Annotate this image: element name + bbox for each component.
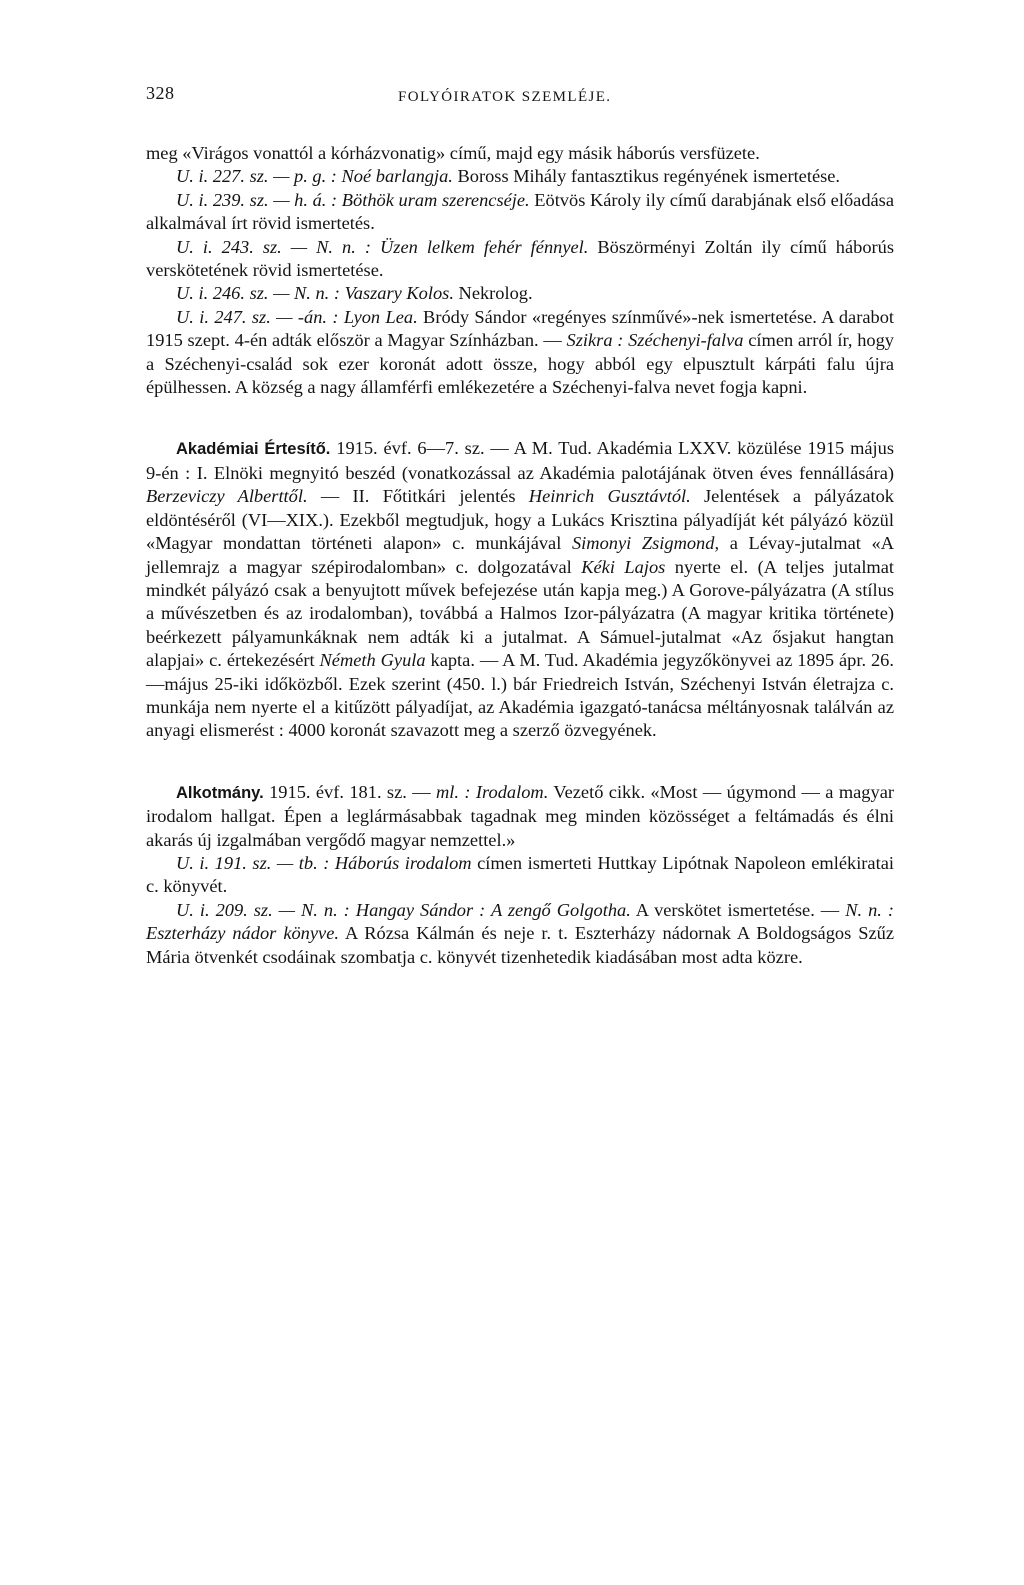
reference: U. i. 246. sz. — N. n. : Vaszary Kolos.: [176, 283, 454, 304]
section-alkotmany: [146, 781, 894, 969]
paragraph: U. i. 209. sz. — N. n. : Hangay Sándor : A zengő Golgotha. A verskötet ismertetése. — N. n. : Eszterházy nádor könyve. A Rózsa Kálmán és neje r. t. Eszterházy nádornak A Boldogságos Szűz Mária ötvenkét csodáinak szombatja c. könyvét tizenhetedik kiadásában most adta közre.: [146, 899, 894, 967]
paragraph: U. i. 247. sz. — -án. : Lyon Lea. Bródy Sándor «regényes színművé»-nek ismertetése. A darabot 1915 szept. 4-én adták először a Magyar Színházban. — Szikra : Széchenyi-falva címen arról ír, hogy a Széchenyi-család sok ezer koronát adott össze, hogy abból egy elpusztult kárpáti falu újra épülhessen. A község a nagy államférfi emlékezetére a Széchenyi-falva nevet fogja kapni.: [146, 306, 895, 398]
paragraph: U. i. 191. sz. — tb. : Háborús irodalom címen ismerteti Huttkay Lipótnak Napoleon emlékiratai c. könyvét.: [146, 852, 894, 897]
section-first: [146, 142, 894, 399]
source-title: Alkotmány.: [176, 783, 264, 802]
reference: U. i. 209. sz. — N. n. : Hangay Sándor : A zengő Golgotha.: [176, 899, 631, 920]
paragraph: Alkotmány. 1915. évf. 181. sz. — ml. : Irodalom. Vezető cikk. «Most — úgymond — a magyar irodalom hallgat. Épen a leglármásabbak tagadnak meg minden közösséget a feltámadás és élni akarás új izgalmában vergődő magyar nemzettel.»: [146, 781, 894, 850]
paragraph: U. i. 246. sz. — N. n. : Vaszary Kolos. Nekrolog.: [176, 283, 533, 304]
paragraph: U. i. 243. sz. — N. n. : Üzen lelkem fehér fénnyel. Böszörményi Zoltán ily című háborús verskötetének rövid ismertetése.: [146, 236, 894, 281]
running-title: FOLYÓIRATOK SZEMLÉJE.: [398, 89, 612, 105]
document-page: [146, 82, 894, 969]
section-akademiai-ertesito: [146, 437, 894, 742]
paragraph: U. i. 239. sz. — h. á. : Böthök uram szerencséje. Eötvös Károly ily című darabjának első előadása alkalmával írt rövid ismertetés.: [146, 189, 894, 234]
reference: U. i. 239. sz. — h. á. : Böthök uram szerencséje.: [176, 189, 530, 210]
paragraph: U. i. 227. sz. — p. g. : Noé barlangja. Boross Mihály fantasztikus regényének ismertetése.: [176, 166, 841, 187]
paragraph: meg «Virágos vonattól a kórházvonatig» című, majd egy másik háborús versfüzete.: [146, 143, 760, 163]
source-title: Akadémiai Értesítő.: [176, 440, 331, 459]
paragraph: Akadémiai Értesítő. 1915. évf. 6—7. sz. — A M. Tud. Akadémia LXXV. közülése 1915 május 9-én : I. Elnöki megnyitó beszéd (vonatkozással az Akadémia palotájának ötven éves fennállására) Berzeviczy Alberttől. — II. Főtitkári jelentés Heinrich Gusztávtól. Jelentések a pályázatok eldöntéséről (VI—XIX.). Ezekből megtudjuk, hogy a Lukács Krisztina pályadíját két pályázó közül «Magyar mondattan történeti alapon» c. munkájával Simonyi Zsigmond, a Lévay-jutalmat «A jellemrajz a magyar szépirodalomban» c. dolgozatával Kéki Lajos nyerte el. (A teljes jutalmat mindkét pályázó csak a benyujtott művek befejezése után kapja meg.) A Gorove-pályázatra (A stílus a művészetben és az irodalomban), továbbá a Halmos Izor-pályázatra (A magyar kritika története) beérkezett pályamunkáknak nem adták ki a jutalmat. A Sámuel-jutalmat «Az ősjakut hangtan alapjai» c. értekezésért Németh Gyula kapta. — A M. Tud. Akadémia jegyzőkönyvei az 1895 ápr. 26.—május 25-iki időközből. Ezek szerint (450. l.) bár Friedreich István, Széchenyi István életrajza c. munkája nem nyerte el a kitűzött pályadíjat, az Akadémia igazgató-tanácsa méltányosnak találván az anyagi elismerést : 4000 koronát szavazott meg a szerző özvegyének.: [146, 438, 895, 741]
reference: U. i. 243. sz. — N. n. : Üzen lelkem fehér fénnyel.: [176, 236, 589, 257]
page-number: 328: [146, 83, 175, 103]
page-header: [146, 82, 894, 108]
reference: U. i. 227. sz. — p. g. : Noé barlangja.: [176, 166, 453, 187]
reference: U. i. 191. sz. — tb. : Háborús irodalom: [176, 852, 472, 873]
reference: U. i. 247. sz. — -án. : Lyon Lea.: [176, 306, 418, 327]
